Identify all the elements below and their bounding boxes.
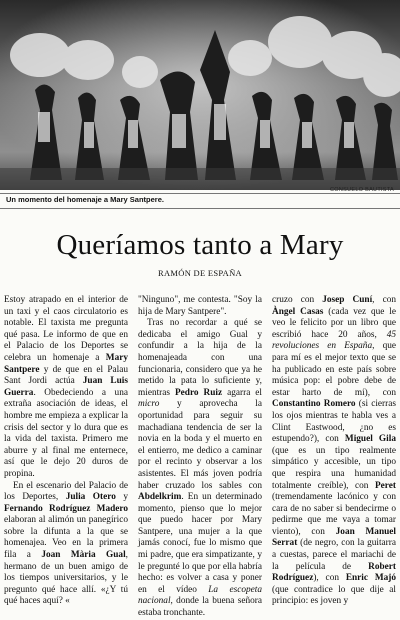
paragraph <box>272 295 396 608</box>
caption-rule <box>0 193 400 194</box>
text-run: . En un determinado momento, pienso que lo mejor que puedo hacer por Mary Santpere, una mujer a la que jamás conocí, fue lo mismo que mi padre, que era simpatizante, y le pregunté lo que por ella habría hecho: es volver a casa y poner en el vídeo <box>138 492 262 595</box>
photo-caption: Un momento del homenaje a Mary Santpere. <box>6 195 164 204</box>
name-highlight: Fernando Rodríguez Madero <box>4 503 128 514</box>
text-run: , donde la buena señora estaba tronchante. <box>138 596 262 619</box>
name-highlight: Julia Otero <box>65 492 116 503</box>
body-column-1 <box>4 295 128 607</box>
paragraph <box>138 295 262 318</box>
paragraph <box>138 318 262 619</box>
name-highlight: Pedro Ruiz <box>174 387 223 398</box>
text-run: (si cierras los ojos mientras te habla ves a Clint Eastwood, ¿no es estupendo?), con <box>272 399 396 445</box>
headline: Queríamos tanto a Mary <box>56 229 344 261</box>
byline: RAMÓN DE ESPAÑA <box>157 268 242 278</box>
paragraph <box>4 295 128 481</box>
name-highlight: Constantino Romero <box>272 399 356 410</box>
text-run: y de que en el Palau Sant Jordi actúa <box>4 364 128 387</box>
text-run: (cada vez que le veo le felicito por un libro que escribió hace 20 años, <box>272 306 396 340</box>
body-column-2 <box>138 295 262 619</box>
name-highlight: Abdelkrim <box>138 492 182 503</box>
text-run: y <box>115 492 128 503</box>
photo-credit: CONSUELO BAUTISTA <box>330 187 394 193</box>
text-run: (de negro, con la guitarra a cuestas, parece el mariachi de la película de <box>272 538 396 572</box>
name-highlight: Josep Cuní <box>322 295 373 305</box>
text-run: elaboran al alimón un panegírico sobre la difunta a la que se homenajea. Veo en la primera fila a <box>4 515 128 561</box>
article-photo <box>0 0 400 190</box>
text-run: agarra el <box>222 387 262 398</box>
paragraph <box>4 481 128 609</box>
name-highlight: Juan Luis Guerra <box>4 376 128 398</box>
text-run: cruzo con <box>272 295 323 305</box>
name-highlight: Àngel Casas <box>272 306 324 317</box>
text-run: y aprovecha la oportunidad para seguir su machadiana tendencia de ser la novia en la boda y el muerto en el entierro, me dedico a caminar por el recinto y observar a los asistentes. El más joven podría haber cruzado los sables con <box>138 399 262 491</box>
text-run: (tremendamente lacónico y con cara de no saber si bendecirme o pedirme que me vaya a tomar viento), con <box>272 492 396 537</box>
name-highlight: Joan Manuel Serrat <box>272 526 397 549</box>
text-run: . Obedeciendo a una extraña asociación de ideas, el hombre me empieza a explicar la crisis del sector y lo dura que es la vida del taxista. Primero me aburre y al final me enternece, así que le dejo 20 duros de propina. <box>4 387 128 479</box>
text-run: Tras no recordar a qué se dedicaba el amigo Gual y confundir a la hija de la homenajeada con una funcionaria, considero que ya he metido la pata lo suficiente y, mientras <box>138 318 262 398</box>
name-highlight: Miguel Gila <box>344 434 396 445</box>
name-highlight: Joan Mària Gual <box>41 550 126 561</box>
name-highlight: Peret <box>375 480 396 491</box>
text-run: , hermano de un buen amigo de los tiempos universitarios, y le pregunto qué hace allí. «¿Y tú qué haces aquí? « <box>4 550 128 607</box>
text-run: , que para mí es el mejor texto que se ha publicado en este país sobre música pop: el pobre debe de estar harto de mí), con <box>272 341 396 398</box>
title-italic: micro <box>138 399 160 410</box>
text-run: Estoy atrapado en el interior de un taxi y el caos circulatorio es notable. El taxista me pregunta qué pasa. Le informo de que en el Palacio de los Deportes se celebra un homenaje a <box>4 295 128 363</box>
text-run: (que contradice lo que dije al principio: es joven y <box>272 584 396 607</box>
section-divider <box>0 208 400 209</box>
text-run: ), con <box>313 573 346 584</box>
body-column-3 <box>272 295 397 607</box>
name-highlight: Mary Santpere <box>4 352 128 375</box>
name-highlight: Robert Rodríguez <box>272 561 396 584</box>
title-italic: 45 revoluciones en España <box>272 329 396 352</box>
text-run: En el escenario del Palacio de los Deportes, <box>4 480 128 503</box>
text-run: , con <box>372 295 396 305</box>
title-italic: La escopeta nacional <box>138 584 262 607</box>
text-run: (que es un tipo realmente simpático y accesible, un tipo que respira una humanidad totalmente creíble), con <box>272 445 396 491</box>
name-highlight: Enric Majó <box>345 573 397 584</box>
text-run: "Ninguno", me contesta. "Soy la hija de Mary Santpere". <box>138 295 262 317</box>
